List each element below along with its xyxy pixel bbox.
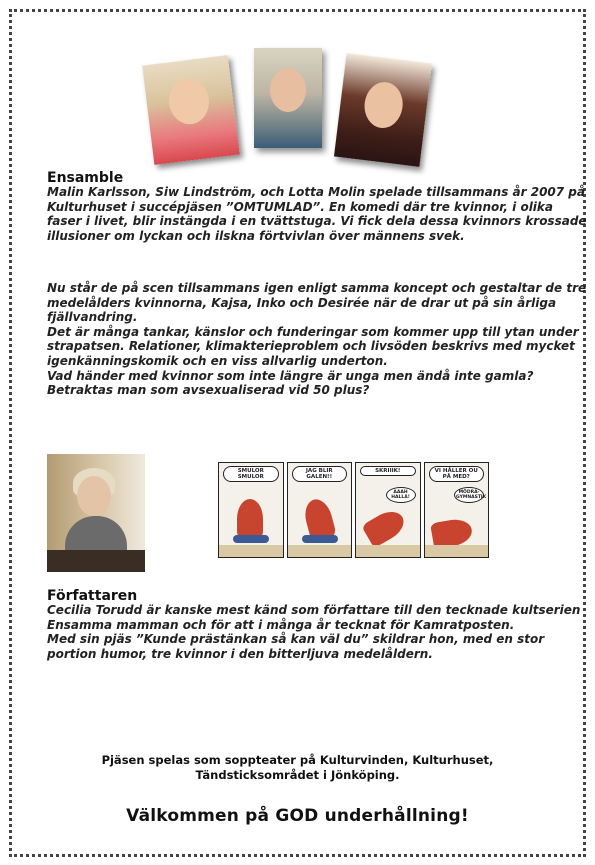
comic-strip	[218, 462, 489, 558]
text-line: illusioner om lyckan och ilskna förtvivlan över männens svek.	[47, 228, 465, 243]
text-line: strapatsen. Relationer, klimakterieproblem och livsöden beskrivs med mycket	[47, 339, 575, 354]
venue-line-1: Pjäsen spelas som soppteater på Kulturvinden, Kulturhuset,	[101, 753, 494, 767]
comic-panel-2	[287, 462, 353, 558]
speech-bubble: SKRIIIK!	[360, 466, 416, 476]
text-line: Det är många tankar, känslor och funderingar som kommer upp till ytan under	[47, 324, 579, 339]
text-line: faser i livet, blir instängda i en tvättstuga. Vi fick dela dessa kvinnors krossade	[47, 214, 587, 229]
text-line: portion humor, tre kvinnor i den bitterljuva medelåldern.	[47, 646, 433, 661]
text-line: Kulturhuset i succépjäsen ”OMTUMLAD”. En komedi där tre kvinnor, i olika	[47, 199, 553, 214]
ensamble-text	[47, 185, 587, 243]
text-line: Malin Karlsson, Siw Lindström, och Lotta Molin spelade tillsammans år 2007 på	[47, 185, 585, 199]
text-line: igenkänningskomik och en viss allvarlig underton.	[47, 353, 388, 368]
portrait-photo-1	[142, 55, 240, 165]
portrait-photo-3	[334, 53, 432, 167]
author-heading: Författaren	[47, 588, 138, 604]
comic-panel-3	[355, 462, 421, 558]
text-line: Ensamma mamman och för att i många år tecknat för Kamratposten.	[47, 617, 515, 632]
speech-bubble: VI HÅLLER OU PÅ MED?	[429, 466, 485, 482]
speech-bubble: SMULOR SMULOR	[223, 466, 279, 482]
story-text	[47, 281, 586, 398]
text-line: Cecilia Torudd är kanske mest känd som författare till den tecknade kultserien	[47, 603, 581, 617]
welcome-slogan: Välkommen på GOD underhållning!	[126, 806, 469, 826]
text-line: Nu står de på scen tillsammans igen enligt samma koncept och gestaltar de tre	[47, 281, 587, 295]
text-line: medelålders kvinnorna, Kajsa, Inko och Desirée när de drar ut på sin årliga	[47, 295, 557, 310]
comic-panel-1	[218, 462, 284, 558]
ensamble-heading: Ensamble	[47, 170, 124, 186]
speech-bubble-extra: AAAH HALLÅ!	[386, 487, 416, 503]
author-photo	[47, 454, 145, 572]
author-text	[47, 603, 580, 661]
speech-bubble: JAG BLIR GALEN!!	[292, 466, 348, 482]
text-line: fjällvandring.	[47, 310, 138, 325]
text-line: Betraktas man som avsexualiserad vid 50 plus?	[47, 383, 370, 398]
text-line: Med sin pjäs ”Kunde prästänkan så kan väl du” skildrar hon, med en stor	[47, 632, 545, 647]
venue-info	[60, 753, 535, 783]
portrait-photo-2	[254, 48, 322, 148]
text-line: Vad händer med kvinnor som inte längre är unga men ändå inte gamla?	[47, 368, 534, 383]
comic-panel-4	[424, 462, 490, 558]
venue-line-2: Tändsticksområdet i Jönköping.	[195, 768, 400, 782]
speech-bubble-extra: MÖDRA-GYMNASTIK	[454, 487, 484, 503]
